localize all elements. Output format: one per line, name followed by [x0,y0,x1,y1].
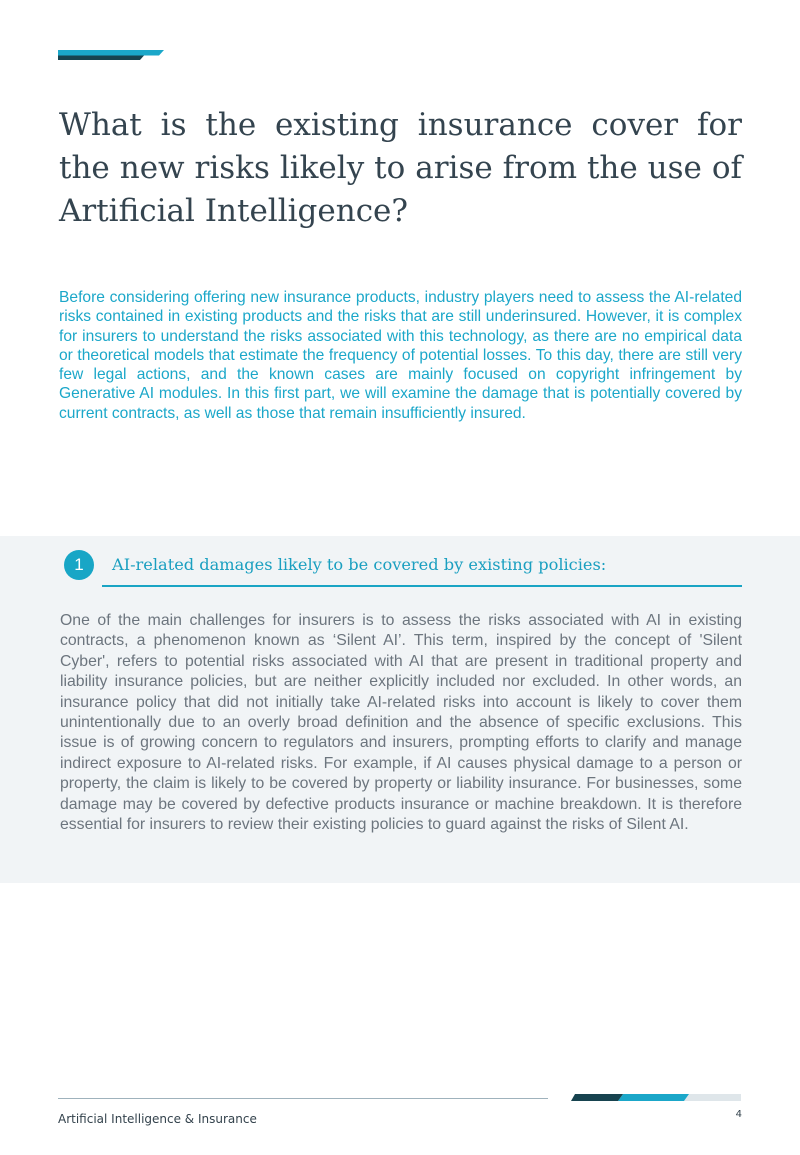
section-heading: AI-related damages likely to be covered by existing policies: [112,555,607,574]
footer-accent-light-segment [684,1094,741,1101]
footer-accent-bar [571,1094,741,1101]
section-silent-ai [0,536,800,883]
footer-document-title: Artificial Intelligence & Insurance [58,1112,257,1126]
footer-accent-cyan-segment [618,1094,689,1101]
section-number-badge: 1 [64,550,94,580]
header-accent-cyan-stripe [58,50,164,56]
header-accent-dark-stripe [58,56,144,61]
page-title: What is the existing insurance cover for the new risks likely to arise from the use of Artificial Intelligence? [59,107,742,229]
section-heading-underline [102,585,742,587]
page-number: 4 [735,1109,742,1120]
section-body-paragraph: One of the main challenges for insurers is to assess the risks associated with AI in existing contracts, a phenomenon known as ‘Silent AI’. This term, inspired by the concept of 'Silent Cyber', refers to potential risks associated with AI that are present in traditional property and liability insurance policies, but are neither explicitly included nor excluded. In other words, an insurance policy that did not initially take AI-related risks into account is likely to cover them unintentionally due to an overly broad definition and the absence of specific exclusions. This issue is of growing concern to regulators and insurers, prompting efforts to clarify and manage indirect exposure to AI-related risks. For example, if AI causes physical damage to a person or property, the claim is likely to be covered by property or liability insurance. For businesses, some damage may be covered by defective products insurance or machine breakdown. It is therefore essential for insurers to review their existing policies to guard against the risks of Silent AI. [60,612,742,834]
footer-accent-dark-segment [571,1094,623,1101]
header-accent-bar [58,50,164,60]
footer-divider [58,1098,548,1099]
intro-paragraph: Before considering offering new insurance products, industry players need to assess the AI-related risks contained in existing products and the risks that are still underinsured. However, it is complex for insurers to understand the risks associated with this technology, as there are no empirical data or theoretical models that estimate the frequency of potential losses. To this day, there are still very few legal actions, and the known cases are mainly focused on copyright infringement by Generative AI modules. In this first part, we will examine the damage that is potentially covered by current contracts, as well as those that remain insufficiently insured. [59,289,742,422]
